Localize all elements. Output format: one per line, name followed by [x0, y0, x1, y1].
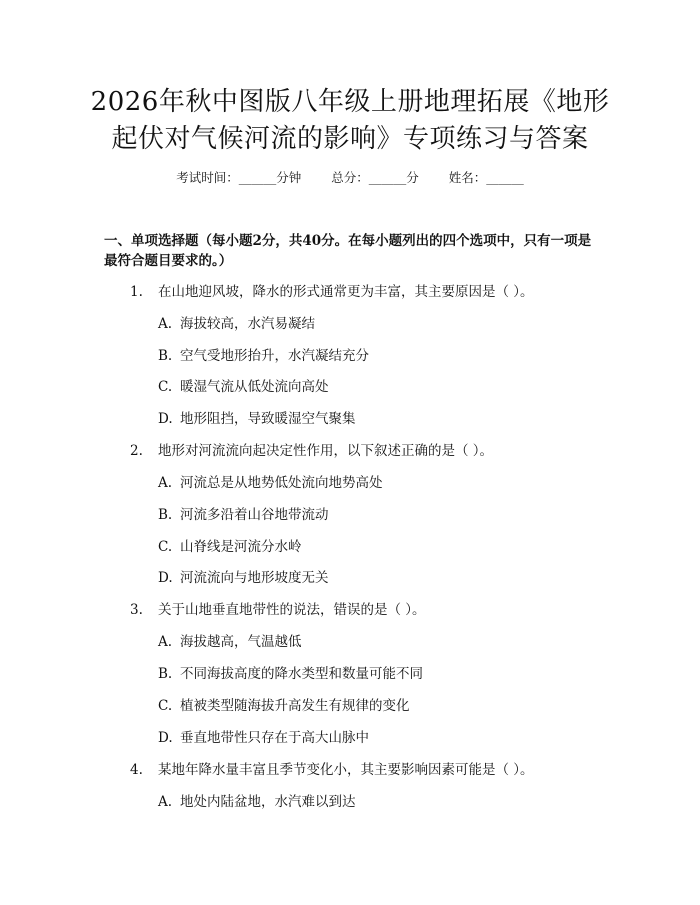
question-2-option-c: [158, 538, 302, 556]
option-text: 不同海拔高度的降水类型和数量可能不同: [180, 666, 423, 682]
question-2-option-d: [158, 569, 329, 587]
section-header: 一、单项选择题（每小题2分，共40分。在每小题列出的四个选项中，只有一项是最符合题目要求的。）: [104, 233, 592, 269]
option-letter: D.: [158, 730, 173, 746]
title-line-1: 2026年秋中图版八年级上册地理拓展《地形: [90, 87, 610, 117]
option-letter: A.: [158, 634, 173, 650]
exam-time-field: 考试时间：______分钟: [176, 170, 302, 185]
page-title: [60, 84, 640, 158]
option-letter: D.: [158, 570, 173, 586]
total-score-field: 总分：______分: [331, 170, 419, 185]
option-letter: B.: [158, 507, 173, 523]
question-1-option-a: [158, 315, 315, 333]
option-text: 地形阻挡，导致暖湿空气聚集: [180, 411, 356, 427]
question-number: 3.: [130, 602, 143, 618]
question-number: 2.: [130, 443, 143, 459]
option-text: 河流多沿着山谷地带流动: [180, 507, 329, 523]
option-text: 海拔越高，气温越低: [180, 634, 302, 650]
question-3-option-b: [158, 665, 423, 683]
question-2-option-a: [158, 474, 383, 492]
option-text: 海拔较高，水汽易凝结: [180, 316, 315, 332]
question-2-option-b: [158, 506, 329, 524]
question-4-option-a: [158, 793, 356, 811]
question-1-option-c: [158, 378, 329, 396]
question-stem: 某地年降水量丰富且季节变化小，其主要影响因素可能是（ ）。: [158, 762, 534, 778]
option-letter: B.: [158, 348, 173, 364]
option-letter: D.: [158, 411, 173, 427]
option-letter: C.: [158, 698, 173, 714]
exam-meta: [0, 168, 700, 186]
option-text: 植被类型随海拔升高发生有规律的变化: [180, 698, 410, 714]
option-text: 暖湿气流从低处流向高处: [180, 379, 329, 395]
option-letter: A.: [158, 794, 173, 810]
option-text: 河流总是从地势低处流向地势高处: [180, 475, 383, 491]
question-number: 1.: [130, 284, 143, 300]
option-letter: C.: [158, 539, 173, 555]
option-text: 河流流向与地形坡度无关: [180, 570, 329, 586]
question-1-option-d: [158, 410, 356, 428]
option-letter: A.: [158, 316, 173, 332]
question-number: 4.: [130, 762, 143, 778]
option-text: 地处内陆盆地，水汽难以到达: [180, 794, 356, 810]
option-letter: B.: [158, 666, 173, 682]
question-stem: 关于山地垂直地带性的说法，错误的是（ ）。: [158, 602, 426, 618]
question-3-option-d: [158, 729, 369, 747]
option-text: 垂直地带性只存在于高大山脉中: [180, 730, 369, 746]
question-3-option-a: [158, 633, 302, 651]
option-text: 山脊线是河流分水岭: [180, 539, 302, 555]
question-1-option-b: [158, 347, 369, 365]
question-stem: 在山地迎风坡，降水的形式通常更为丰富，其主要原因是（ ）。: [158, 284, 534, 300]
question-3-option-c: [158, 697, 410, 715]
question-stem: 地形对河流流向起决定性作用，以下叙述正确的是（ ）。: [158, 443, 494, 459]
option-letter: C.: [158, 379, 173, 395]
student-name-field: 姓名：______: [448, 170, 524, 185]
title-line-2: 起伏对气候河流的影响》专项练习与答案: [111, 124, 589, 154]
option-letter: A.: [158, 475, 173, 491]
option-text: 空气受地形抬升，水汽凝结充分: [180, 348, 369, 364]
